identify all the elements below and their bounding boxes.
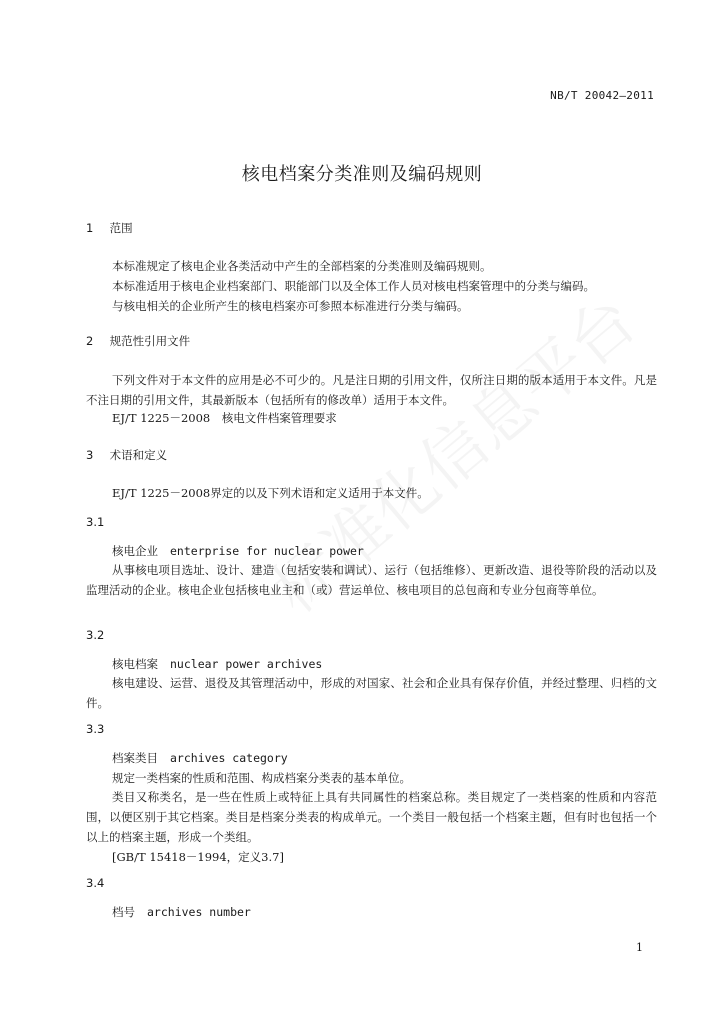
term-chinese: 核电档案 bbox=[112, 657, 158, 671]
definition-line: 规定一类档案的性质和范围、构成档案分类表的基本单位。 bbox=[112, 771, 411, 785]
scope-line-2: 本标准适用于核电企业档案部门、职能部门以及全体工作人员对核电档案管理中的分类与编码。 bbox=[112, 279, 595, 293]
scope-line-1: 本标准规定了核电企业各类活动中产生的全部档案的分类准则及编码规则。 bbox=[112, 259, 492, 273]
definition-source: [GB/T 15418－1994，定义3.7] bbox=[112, 850, 284, 864]
term-chinese: 档案类目 bbox=[112, 751, 158, 765]
section-number: 2 bbox=[86, 334, 94, 348]
document-title: 核电档案分类准则及编码规则 bbox=[241, 164, 483, 185]
section-3-heading bbox=[86, 447, 167, 463]
clause-number: 3.3 bbox=[86, 722, 105, 736]
section-title: 术语和定义 bbox=[109, 448, 168, 462]
term-entry bbox=[112, 543, 364, 559]
section-1-heading bbox=[86, 220, 133, 236]
term-english: enterprise for nuclear power bbox=[170, 544, 364, 558]
clause-number: 3.2 bbox=[86, 628, 105, 642]
term-entry bbox=[112, 904, 251, 920]
term-chinese: 档号 bbox=[112, 905, 135, 919]
page-number: 1 bbox=[636, 941, 643, 954]
definition-note-paragraph: 类目又称类名，是一些在性质上或特征上具有共同属性的档案总称。类目规定了一类档案的性质和内容范围，以便区别于其它档案。类目是档案分类表的构成单元。一个类目一般包括一个档案主题，但有时也包括一个以上的档案主题，形成一个类组。 bbox=[86, 790, 657, 844]
normative-references-paragraph: 下列文件对于本文件的应用是必不可少的。凡是注日期的引用文件，仅所注日期的版本适用于本文件。凡是不注日期的引用文件，其最新版本（包括所有的修改单）适用于本文件。 bbox=[86, 373, 657, 407]
definition-paragraph: 核电建设、运营、退役及其管理活动中，形成的对国家、社会和企业具有保存价值，并经过整理、归档的文件。 bbox=[86, 676, 657, 710]
scope-line-3: 与核电相关的企业所产生的核电档案亦可参照本标准进行分类与编码。 bbox=[112, 299, 469, 313]
term-english: archives category bbox=[170, 751, 288, 765]
term-english: nuclear power archives bbox=[170, 657, 323, 671]
section-title: 规范性引用文件 bbox=[109, 334, 191, 348]
section-title: 范围 bbox=[109, 221, 133, 235]
section-2-heading bbox=[86, 333, 190, 349]
term-english: archives number bbox=[147, 905, 251, 919]
term-chinese: 核电企业 bbox=[112, 544, 158, 558]
reference-item: EJ/T 1225－2008 核电文件档案管理要求 bbox=[112, 411, 337, 425]
term-entry bbox=[112, 656, 322, 672]
clause-number: 3.4 bbox=[86, 876, 105, 890]
section-number: 3 bbox=[86, 448, 94, 462]
standard-code: NB/T 20042—2011 bbox=[550, 89, 654, 102]
definition-paragraph: 从事核电项目选址、设计、建造（包括安装和调试）、运行（包括维修）、更新改造、退役等阶段的活动以及监理活动的企业。核电企业包括核电业主和（或）营运单位、核电项目的总包商和专业分包商等单位。 bbox=[86, 563, 657, 597]
section-number: 1 bbox=[86, 221, 94, 235]
clause-number: 3.1 bbox=[86, 515, 105, 529]
term-entry bbox=[112, 750, 288, 766]
terms-intro: EJ/T 1225－2008界定的以及下列术语和定义适用于本文件。 bbox=[112, 486, 429, 500]
